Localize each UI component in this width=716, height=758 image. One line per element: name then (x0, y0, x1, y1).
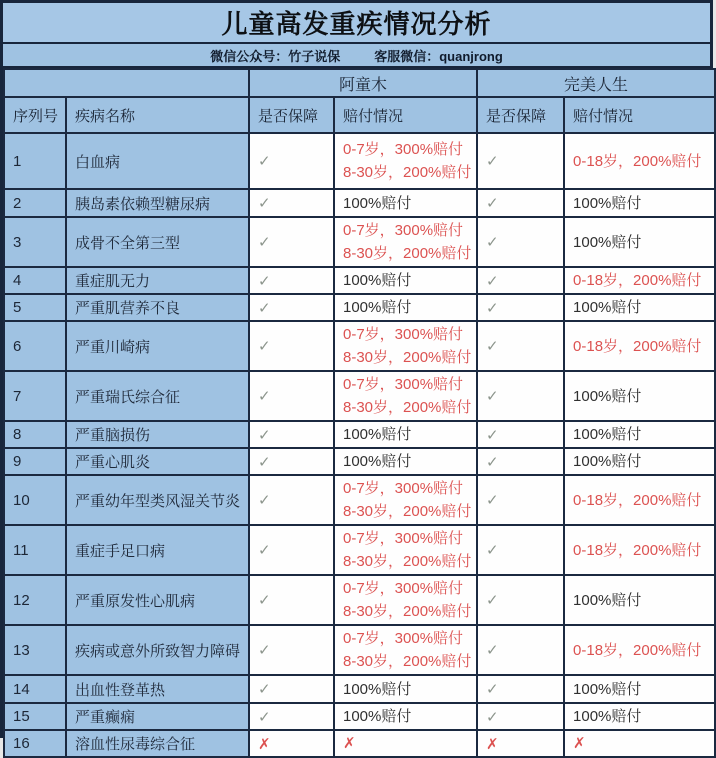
table-row (4, 675, 715, 703)
table-row (4, 321, 715, 371)
atongmu-payout-cell (334, 525, 477, 575)
payout-line: 0-7岁，300%赔付 (343, 141, 464, 158)
payout-line: 100%赔付 (343, 708, 412, 725)
payout-line: 100%赔付 (573, 426, 642, 443)
wanmei-covered-cell: ✓ (477, 371, 564, 421)
serial-cell: 3 (4, 217, 66, 267)
atongmu-covered-cell: ✓ (249, 267, 334, 294)
wanmei-covered-cell: ✓ (477, 133, 564, 189)
atongmu-payout-cell (334, 189, 477, 217)
payout-line: 0-7岁，300%赔付 (343, 530, 464, 547)
wanmei-payout-cell (564, 448, 715, 475)
payout-line: 8-30岁，200%赔付 (343, 164, 472, 181)
wanmei-covered-cell: ✓ (477, 675, 564, 703)
payout-line: 0-18岁，200%赔付 (573, 541, 702, 559)
disease-cell: 溶血性尿毒综合征 (66, 730, 249, 757)
table-row (4, 475, 715, 525)
payout-line: 0-7岁，300%赔付 (343, 376, 464, 393)
payout-line: 0-18岁，200%赔付 (573, 272, 702, 289)
wanmei-payout-cell (564, 475, 715, 525)
payout-line: 100%赔付 (573, 194, 642, 212)
atongmu-payout-cell (334, 133, 477, 189)
atongmu-covered-cell: ✓ (249, 448, 334, 475)
table-row (4, 525, 715, 575)
wanmei-payout-cell (564, 675, 715, 703)
wanmei-payout-cell (564, 217, 715, 267)
table-row (4, 730, 715, 757)
atongmu-covered-cell: ✓ (249, 217, 334, 267)
serial-cell: 5 (4, 294, 66, 321)
column-header-covered1: 是否保障 (249, 97, 334, 133)
atongmu-payout-cell (334, 421, 477, 448)
wanmei-payout-cell (564, 189, 715, 217)
payout-line: 100%赔付 (573, 591, 642, 609)
column-header-serial: 序列号 (4, 97, 66, 133)
serial-cell: 15 (4, 703, 66, 730)
wanmei-payout-cell (564, 371, 715, 421)
payout-line: 0-7岁，300%赔付 (343, 580, 464, 597)
payout-line: 8-30岁，200%赔付 (343, 653, 472, 670)
atongmu-covered-cell: ✓ (249, 371, 334, 421)
serial-cell: 16 (4, 730, 66, 757)
wanmei-covered-cell: ✓ (477, 625, 564, 675)
payout-line: 100%赔付 (343, 272, 412, 289)
atongmu-covered-cell: ✓ (249, 703, 334, 730)
wanmei-payout-cell (564, 321, 715, 371)
table-row (4, 703, 715, 730)
payout-line: 0-7岁，300%赔付 (343, 222, 464, 239)
wanmei-payout-cell (564, 421, 715, 448)
atongmu-covered-cell: ✓ (249, 575, 334, 625)
atongmu-covered-cell: ✓ (249, 421, 334, 448)
wanmei-covered-cell: ✓ (477, 448, 564, 475)
wanmei-payout-cell (564, 703, 715, 730)
table-row (4, 294, 715, 321)
payout-line: 8-30岁，200%赔付 (343, 553, 472, 570)
wanmei-covered-cell: ✓ (477, 294, 564, 321)
payout-line: 0-7岁，300%赔付 (343, 630, 464, 647)
payout-line: 8-30岁，200%赔付 (343, 349, 472, 366)
payout-line: 8-30岁，200%赔付 (343, 245, 472, 262)
column-header-payout2: 赔付情况 (564, 97, 715, 133)
serial-cell: 4 (4, 267, 66, 294)
payout-line: 0-18岁，200%赔付 (573, 491, 702, 509)
disease-cell: 严重癫痫 (66, 703, 249, 730)
disease-cell: 疾病或意外所致智力障碍 (66, 625, 249, 675)
serial-cell: 11 (4, 525, 66, 575)
serial-cell: 7 (4, 371, 66, 421)
payout-line: 0-7岁，300%赔付 (343, 480, 464, 497)
wanmei-covered-cell: ✓ (477, 525, 564, 575)
payout-line: 100%赔付 (343, 453, 412, 470)
atongmu-payout-cell (334, 675, 477, 703)
disease-cell: 白血病 (66, 133, 249, 189)
payout-line: 8-30岁，200%赔付 (343, 503, 472, 520)
atongmu-payout-cell (334, 625, 477, 675)
disease-cell: 严重幼年型类风湿关节炎 (66, 475, 249, 525)
table-row (4, 133, 715, 189)
wanmei-covered-cell: ✓ (477, 421, 564, 448)
atongmu-payout-cell (334, 267, 477, 294)
comparison-table (3, 68, 716, 758)
disease-cell: 严重脑损伤 (66, 421, 249, 448)
wanmei-payout-cell (564, 525, 715, 575)
payout-line: 100%赔付 (573, 708, 642, 725)
wanmei-payout-cell (564, 133, 715, 189)
atongmu-covered-cell: ✓ (249, 625, 334, 675)
product-header-blank-cell (4, 69, 249, 97)
atongmu-covered-cell: ✓ (249, 294, 334, 321)
payout-line: 100%赔付 (573, 680, 642, 698)
table-row (4, 217, 715, 267)
subtitle-band (3, 44, 710, 68)
payout-line: 100%赔付 (343, 426, 412, 443)
atongmu-covered-cell: ✓ (249, 189, 334, 217)
wanmei-payout-cell (564, 294, 715, 321)
serial-cell: 1 (4, 133, 66, 189)
atongmu-payout-cell (334, 321, 477, 371)
atongmu-payout-cell (334, 703, 477, 730)
wanmei-covered-cell: ✓ (477, 217, 564, 267)
disease-cell: 出血性登革热 (66, 675, 249, 703)
atongmu-covered-cell: ✓ (249, 321, 334, 371)
atongmu-payout-cell (334, 448, 477, 475)
table-row (4, 371, 715, 421)
wanmei-payout-cell (564, 575, 715, 625)
disease-cell: 重症肌无力 (66, 267, 249, 294)
payout-line: 0-18岁，200%赔付 (573, 152, 702, 170)
disease-cell: 成骨不全第三型 (66, 217, 249, 267)
payout-line: 100%赔付 (343, 194, 412, 212)
serial-cell: 6 (4, 321, 66, 371)
column-header-disease: 疾病名称 (66, 97, 249, 133)
column-header-row (4, 97, 715, 133)
column-header-covered2: 是否保障 (477, 97, 564, 133)
atongmu-covered-cell: ✓ (249, 525, 334, 575)
product-header-wanmei: 完美人生 (477, 69, 715, 97)
wanmei-payout-cell (564, 625, 715, 675)
disease-cell: 严重肌营养不良 (66, 294, 249, 321)
disease-cell: 严重瑞氏综合征 (66, 371, 249, 421)
wanmei-covered-cell: ✓ (477, 475, 564, 525)
page-title: 儿童高发重疾情况分析 (221, 9, 492, 39)
wanmei-covered-cell: ✓ (477, 321, 564, 371)
payout-line: 100%赔付 (573, 233, 642, 251)
atongmu-payout-cell (334, 371, 477, 421)
atongmu-payout-cell (334, 575, 477, 625)
atongmu-payout-cell (334, 217, 477, 267)
payout-line: 8-30岁，200%赔付 (343, 603, 472, 620)
payout-line: 100%赔付 (343, 299, 412, 316)
wanmei-covered-cell: ✓ (477, 189, 564, 217)
wanmei-payout-cell: ✗ (564, 730, 715, 757)
disease-cell: 严重心肌炎 (66, 448, 249, 475)
atongmu-covered-cell: ✓ (249, 133, 334, 189)
atongmu-payout-cell (334, 294, 477, 321)
payout-line: 0-18岁，200%赔付 (573, 337, 702, 355)
wechat-official-account-label: 微信公众号：竹子说保 (210, 48, 341, 64)
serial-cell: 12 (4, 575, 66, 625)
payout-line: 100%赔付 (573, 387, 642, 405)
service-wechat-label: 客服微信：quanjrong (374, 48, 503, 64)
payout-line: 100%赔付 (573, 453, 642, 470)
table-row (4, 625, 715, 675)
serial-cell: 2 (4, 189, 66, 217)
serial-cell: 14 (4, 675, 66, 703)
payout-line: 100%赔付 (343, 680, 412, 698)
atongmu-covered-cell: ✓ (249, 675, 334, 703)
table-row (4, 575, 715, 625)
atongmu-payout-cell: ✗ (334, 730, 477, 757)
wanmei-covered-cell: ✓ (477, 575, 564, 625)
table-row (4, 448, 715, 475)
atongmu-payout-cell (334, 475, 477, 525)
atongmu-covered-cell: ✓ (249, 475, 334, 525)
disease-cell: 胰岛素依赖型糖尿病 (66, 189, 249, 217)
payout-line: 100%赔付 (573, 299, 642, 316)
table-row (4, 267, 715, 294)
disease-cell: 严重原发性心肌病 (66, 575, 249, 625)
serial-cell: 10 (4, 475, 66, 525)
atongmu-covered-cell: ✗ (249, 730, 334, 757)
wanmei-covered-cell: ✓ (477, 703, 564, 730)
serial-cell: 9 (4, 448, 66, 475)
table-row (4, 189, 715, 217)
disease-cell: 重症手足口病 (66, 525, 249, 575)
payout-line: 8-30岁，200%赔付 (343, 399, 472, 416)
payout-line: 0-7岁，300%赔付 (343, 326, 464, 343)
wanmei-payout-cell (564, 267, 715, 294)
column-header-payout1: 赔付情况 (334, 97, 477, 133)
product-header-atongmu: 阿童木 (249, 69, 477, 97)
serial-cell: 13 (4, 625, 66, 675)
serial-cell: 8 (4, 421, 66, 448)
payout-line: 0-18岁，200%赔付 (573, 641, 702, 659)
wanmei-covered-cell: ✓ (477, 267, 564, 294)
table-row (4, 421, 715, 448)
title-band (3, 3, 710, 44)
product-header-row (4, 69, 715, 97)
wanmei-covered-cell: ✗ (477, 730, 564, 757)
disease-cell: 严重川崎病 (66, 321, 249, 371)
